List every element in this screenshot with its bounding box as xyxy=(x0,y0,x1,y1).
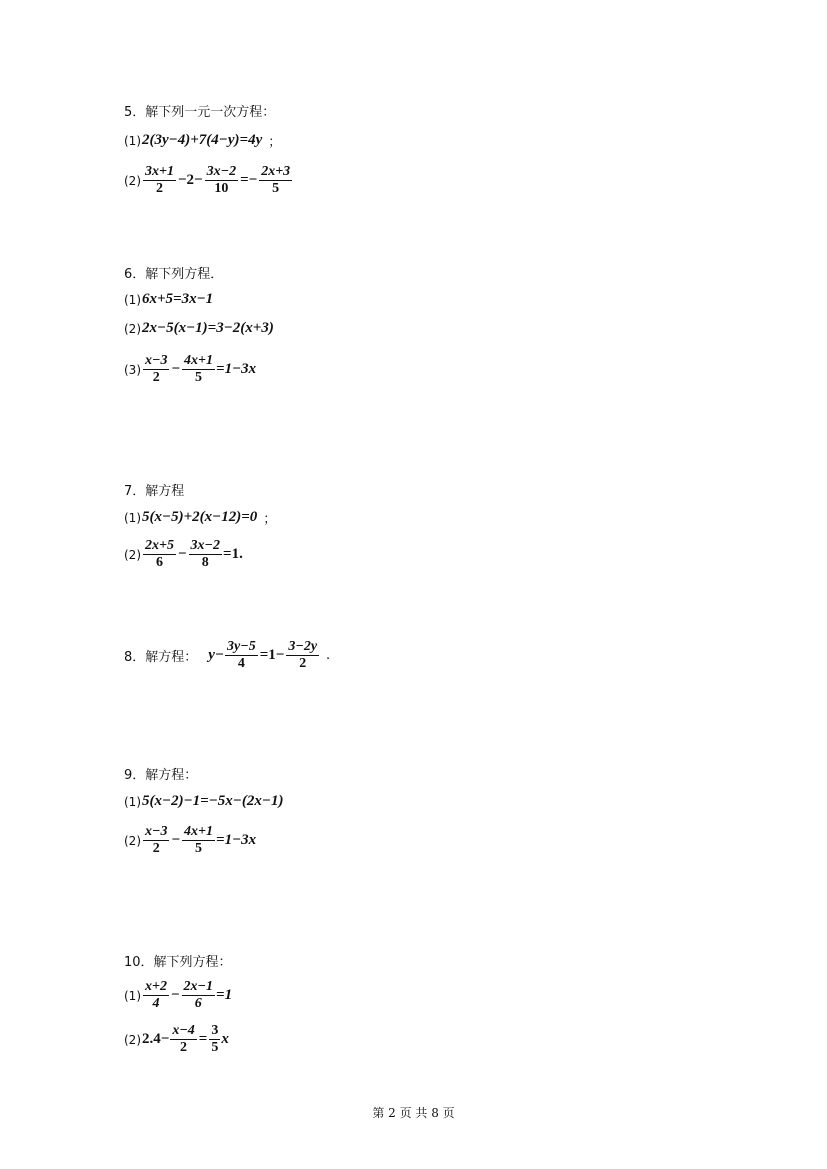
operator: =1− xyxy=(259,647,285,663)
question-10-part-2 xyxy=(124,1023,229,1056)
question-9-part-2 xyxy=(124,824,256,857)
part-label: (2) xyxy=(124,173,141,188)
question-7-part-1 xyxy=(124,508,276,527)
part-label: (1) xyxy=(124,133,141,148)
question-6-part-2 xyxy=(124,320,274,337)
fraction: $\frac{x-3}{2}$ xyxy=(145,353,168,385)
operator: −2− xyxy=(177,172,203,188)
question-10-title: 10．解下列方程： xyxy=(124,955,232,970)
part-label: (2) xyxy=(124,547,141,562)
fraction: $\frac{3y-5}{4}$ xyxy=(227,639,256,671)
fraction: $\frac{4x+1}{5}$ xyxy=(184,824,214,856)
fraction: $\frac{2x+5}{6}$ xyxy=(145,538,174,570)
part-label: (1) xyxy=(124,510,141,525)
equation-rhs: x xyxy=(221,1031,229,1047)
operator: − xyxy=(170,987,180,1003)
question-6-part-3 xyxy=(124,353,256,386)
fraction: $\frac{x+2}{4}$ xyxy=(145,979,167,1011)
question-7-title: 7．解方程 xyxy=(124,484,185,499)
question-8-title: 8．解方程： xyxy=(124,650,198,665)
fraction: $\frac{3-2y}{2}$ xyxy=(288,639,318,671)
operator: =− xyxy=(240,172,258,188)
equation-rhs: =1−3x xyxy=(216,832,257,848)
page-footer: 第 2 页 共 8 页 xyxy=(372,1106,455,1120)
fraction: $\frac{x-3}{2}$ xyxy=(145,824,168,856)
question-8 xyxy=(124,639,330,672)
fraction: $\frac{2x-1}{6}$ xyxy=(183,979,214,1011)
part-label: (2) xyxy=(124,833,141,848)
question-10-part-1 xyxy=(124,979,232,1012)
fraction: $\frac{3x-2}{10}$ xyxy=(206,164,237,196)
fraction: $\frac{3x+1}{2}$ xyxy=(145,164,174,196)
operator: = xyxy=(198,1031,208,1047)
question-6-part-1 xyxy=(124,291,213,308)
equation: 2x−5(x−1)=3−2(x+3) xyxy=(142,320,274,336)
question-9-part-1 xyxy=(124,793,283,810)
part-label: (1) xyxy=(124,794,141,809)
fraction: $\frac{4x+1}{5}$ xyxy=(184,353,214,385)
equation-lhs: 2.4− xyxy=(142,1031,170,1047)
question-5-title: 5．解下列一元一次方程： xyxy=(124,105,276,120)
equation-rhs: =1 xyxy=(216,987,233,1003)
equation: 2(3y−4)+7(4−y)=4y xyxy=(142,132,263,148)
operator: − xyxy=(171,832,181,848)
part-label: (2) xyxy=(124,321,141,336)
equation: 5(x−2)−1=−5x−(2x−1) xyxy=(142,793,284,809)
equation-rhs: =1−3x xyxy=(216,361,257,377)
fraction: $\frac{3}{5}$ xyxy=(211,1023,219,1055)
question-5-part-1 xyxy=(124,131,281,150)
equation: 6x+5=3x−1 xyxy=(142,291,214,307)
punctuation: . xyxy=(326,648,331,663)
question-9-title: 9．解方程： xyxy=(124,768,198,783)
operator: − xyxy=(177,546,187,562)
part-label: (1) xyxy=(124,292,141,307)
question-6-title: 6．解下列方程． xyxy=(124,267,224,282)
part-label: (1) xyxy=(124,988,141,1003)
equation-rhs: =1. xyxy=(223,546,243,562)
fraction: $\frac{3x-2}{8}$ xyxy=(190,538,221,570)
equation: 5(x−5)+2(x−12)=0 xyxy=(142,509,258,525)
operator: − xyxy=(171,361,181,377)
fraction: $\frac{2x+3}{5}$ xyxy=(261,164,291,196)
question-5-part-2 xyxy=(124,164,293,197)
punctuation: ； xyxy=(268,135,282,150)
part-label: (2) xyxy=(124,1032,141,1047)
punctuation: ； xyxy=(263,512,277,527)
fraction: $\frac{x-4}{2}$ xyxy=(172,1023,195,1055)
part-label: (3) xyxy=(124,362,141,377)
question-7-part-2 xyxy=(124,538,243,571)
equation-lhs: y− xyxy=(208,647,225,663)
